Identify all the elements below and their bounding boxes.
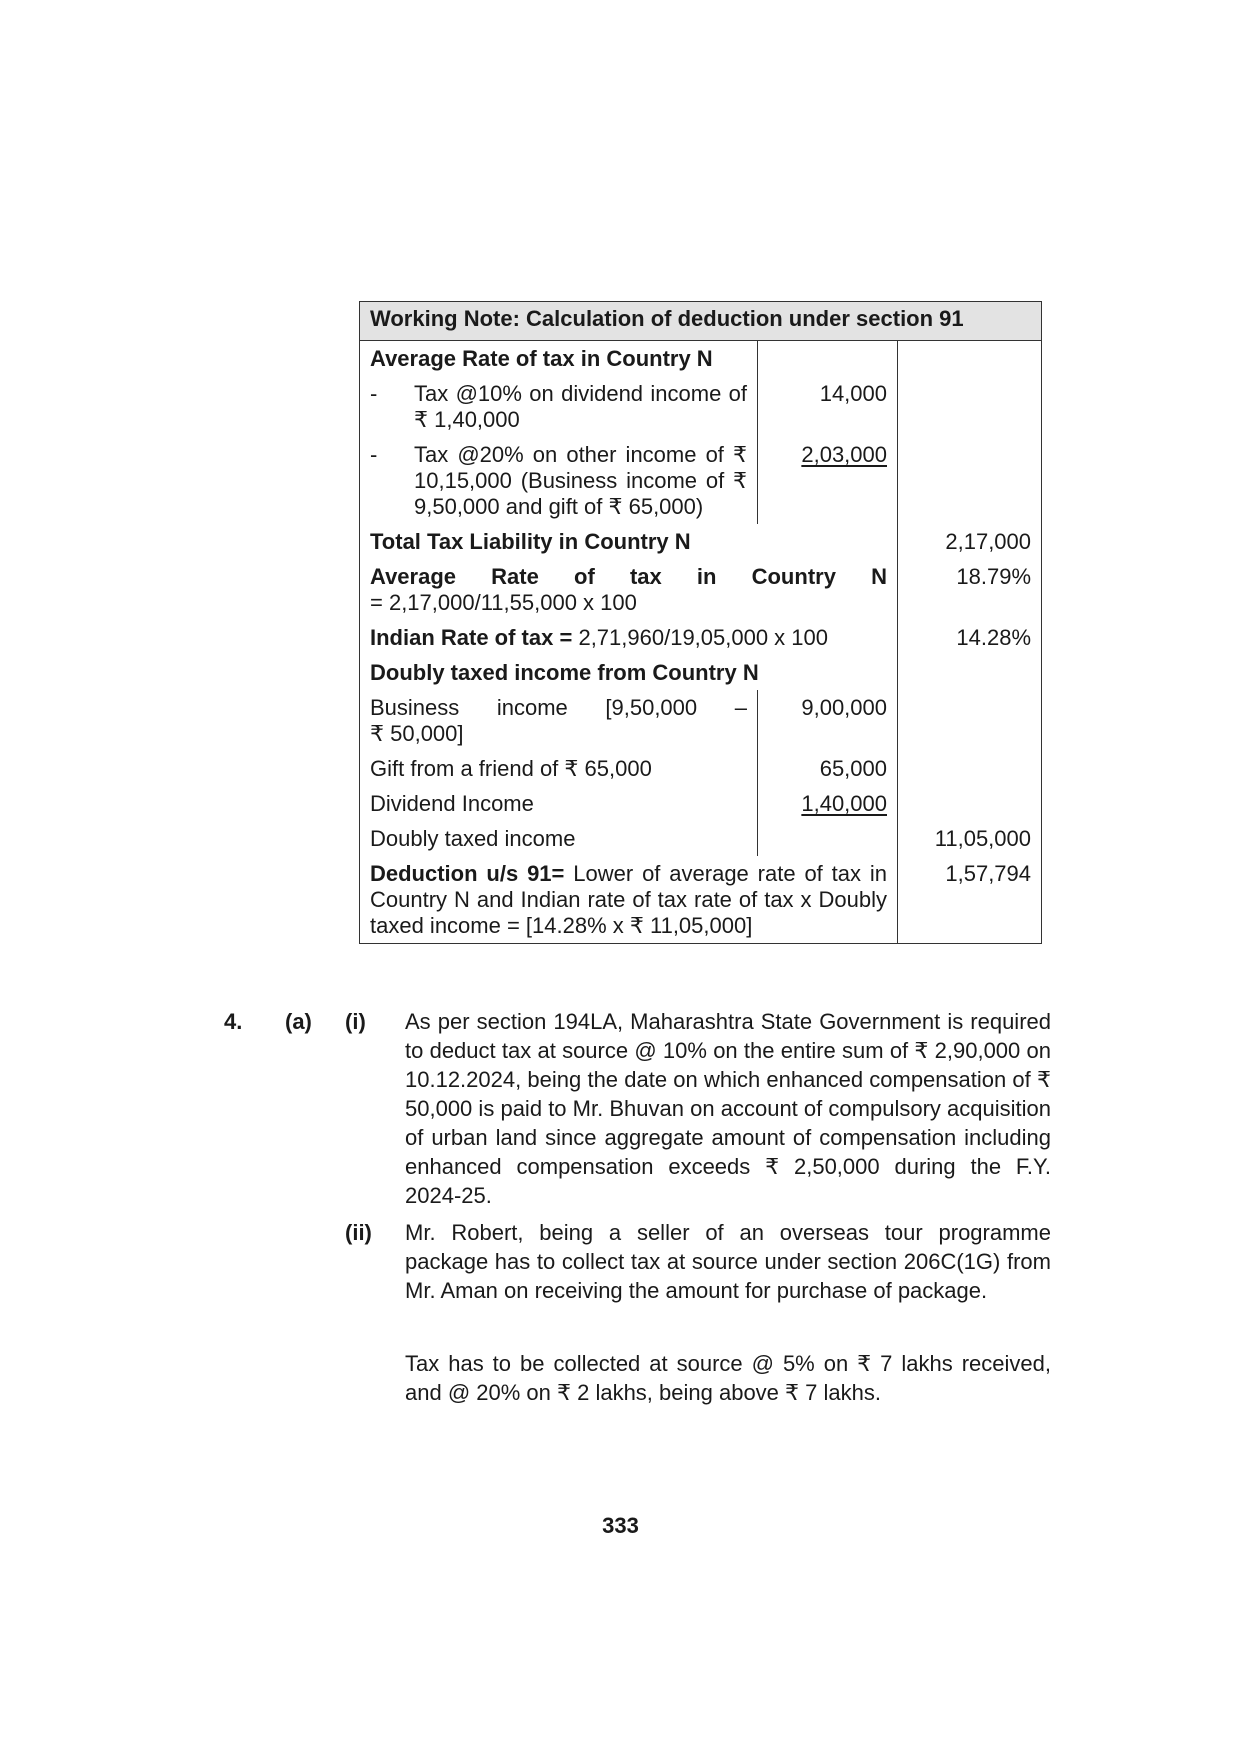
total-tax-label: Total Tax Liability in Country N bbox=[360, 524, 898, 559]
sub-part-ii-note: Tax has to be collected at source @ 5% on ₹ 7 lakhs received, and @ 20% on ₹ 2 lakhs, being above ₹ 7 lakhs. bbox=[405, 1351, 1051, 1405]
avg-rate-formula: = 2,17,000/11,55,000 x 100 bbox=[370, 590, 637, 615]
avg-rate-value: 18.79% bbox=[898, 559, 1042, 620]
dividend-label: Dividend Income bbox=[360, 786, 758, 821]
avg-rate-formula-cell bbox=[360, 559, 898, 620]
sub-part-i-label: (i) bbox=[345, 1009, 366, 1034]
tax-dividend-text: Tax @10% on dividend income of ₹ 1,40,000 bbox=[414, 381, 747, 432]
indian-rate-value: 14.28% bbox=[898, 620, 1042, 655]
tax-other-row bbox=[360, 437, 758, 524]
tax-other-text: Tax @20% on other income of ₹ 10,15,000 (Business income of ₹ 9,50,000 and gift of ₹ 65,000) bbox=[414, 442, 747, 519]
business-income-amount: 9,00,000 bbox=[758, 690, 898, 751]
sub-part-ii-text: Mr. Robert, being a seller of an overseas tour programme package has to collect tax at source under section 206C(1G) from Mr. Aman on receiving the amount for purchase of package. bbox=[405, 1220, 1051, 1303]
avg-rate-label: Average Rate of tax in Country N bbox=[370, 564, 887, 589]
gift-label: Gift from a friend of ₹ 65,000 bbox=[360, 751, 758, 786]
doubly-taxed-heading: Doubly taxed income from Country N bbox=[360, 655, 898, 690]
deduction-cell bbox=[360, 856, 898, 944]
list-dash: - bbox=[370, 442, 378, 467]
sub-part-i-text: As per section 194LA, Maharashtra State Government is required to deduct tax at source @ 10% on the entire sum of ₹ 2,90,000 on 10.12.2024, being the date on which enhanced compensation of ₹ 50,000 is paid to Mr. Bhuvan on account of compulsory acquisition of urban land since aggregate amount of compensation including enhanced compensation exceeds ₹ 2,50,000 during the F.Y. 2024-25. bbox=[405, 1009, 1051, 1208]
business-income-label: Business income [9,50,000 – ₹ 50,000] bbox=[360, 690, 758, 751]
total-tax-value: 2,17,000 bbox=[898, 524, 1042, 559]
indian-rate-cell bbox=[360, 620, 898, 655]
gift-amount: 65,000 bbox=[758, 751, 898, 786]
working-note-table bbox=[359, 301, 1042, 944]
list-dash: - bbox=[370, 381, 378, 406]
dividend-amount: 1,40,000 bbox=[801, 791, 887, 816]
doubly-taxed-total-value: 11,05,000 bbox=[898, 821, 1042, 856]
deduction-label: Deduction u/s 91= bbox=[370, 861, 565, 886]
deduction-text: Lower of average rate of tax in Country N and Indian rate of tax rate of tax x Doubly taxed income = [14.28% x ₹ 11,05,000] bbox=[370, 861, 887, 938]
working-note-title: Working Note: Calculation of deduction under section 91 bbox=[360, 302, 1042, 341]
deduction-value: 1,57,794 bbox=[898, 856, 1042, 944]
tax-dividend-row bbox=[360, 376, 758, 437]
sub-part-ii-label: (ii) bbox=[345, 1220, 372, 1245]
indian-rate-label: Indian Rate of tax = bbox=[370, 625, 573, 650]
page-number: 333 bbox=[602, 1513, 639, 1538]
indian-rate-formula: 2,71,960/19,05,000 x 100 bbox=[578, 625, 829, 650]
question-number: 4. bbox=[224, 1009, 243, 1034]
tax-other-amount: 2,03,000 bbox=[801, 442, 887, 467]
question-part: (a) bbox=[285, 1009, 312, 1034]
avg-rate-heading: Average Rate of tax in Country N bbox=[360, 341, 758, 377]
tax-dividend-amount: 14,000 bbox=[758, 376, 898, 437]
doubly-taxed-total-label: Doubly taxed income bbox=[360, 821, 758, 856]
